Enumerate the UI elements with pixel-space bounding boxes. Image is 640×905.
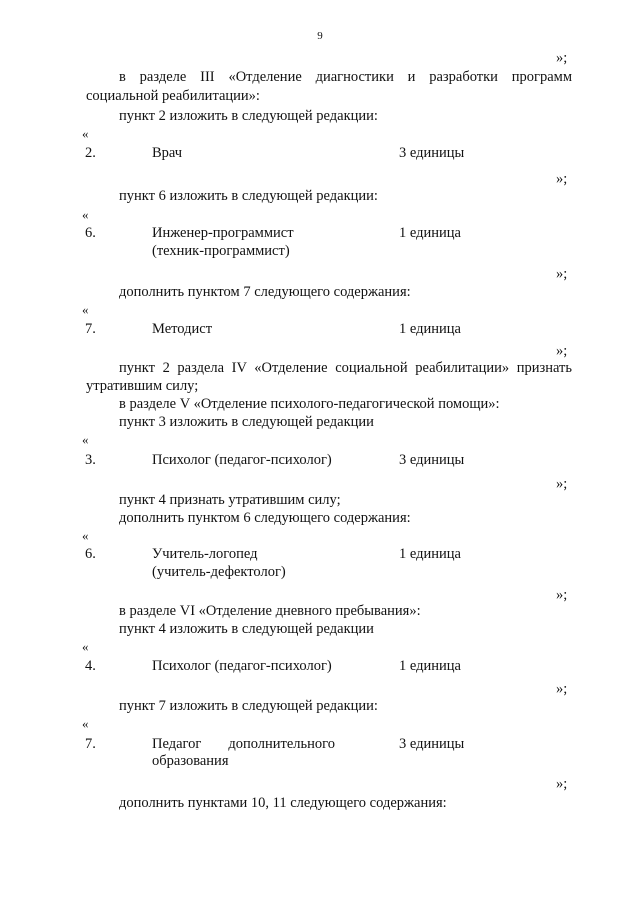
instruction-text: пункт 2 изложить в следующей редакции: — [119, 108, 378, 124]
item-position-continued: образования — [152, 753, 229, 769]
item-position-continued: (техник-программист) — [152, 243, 290, 259]
closing-quote-mark: »; — [556, 681, 568, 697]
item-number: 6. — [85, 546, 96, 562]
intro-line-1: в разделе III «Отделение диагностики и разработки программ — [119, 69, 572, 85]
intro-line-2: социальной реабилитации»: — [86, 88, 260, 104]
instruction-text: дополнить пунктами 10, 11 следующего содержания: — [119, 795, 447, 811]
closing-quote-mark: »; — [556, 50, 568, 66]
item-quantity: 3 единицы — [399, 736, 465, 752]
item-position: Учитель-логопед — [152, 546, 258, 562]
item-position: Педагог дополнительного — [152, 736, 335, 752]
item-number: 3. — [85, 452, 96, 468]
closing-quote-mark: »; — [556, 171, 568, 187]
instruction-text: пункт 4 изложить в следующей редакции — [119, 621, 374, 637]
item-position: Врач — [152, 145, 183, 161]
instruction-text: дополнить пунктом 7 следующего содержания: — [119, 284, 411, 300]
item-number: 7. — [85, 321, 96, 337]
closing-quote-mark: »; — [556, 587, 568, 603]
item-quantity: 1 единица — [399, 225, 461, 241]
item-number: 6. — [85, 225, 96, 241]
closing-quote-mark: »; — [556, 266, 568, 282]
item-quantity: 3 единицы — [399, 145, 465, 161]
item-position: Инженер-программист — [152, 225, 294, 241]
item-position: Психолог (педагог-психолог) — [152, 452, 332, 468]
opening-quote-mark: « — [82, 432, 89, 447]
closing-quote-mark: »; — [556, 476, 568, 492]
item-number: 4. — [85, 658, 96, 674]
opening-quote-mark: « — [82, 716, 89, 731]
item-position-continued: (учитель-дефектолог) — [152, 564, 286, 580]
opening-quote-mark: « — [82, 126, 89, 141]
section4-line-1: пункт 2 раздела IV «Отделение социальной реабилитации» признать — [119, 360, 572, 376]
section4-line-2: утратившим силу; — [86, 378, 199, 394]
opening-quote-mark: « — [82, 302, 89, 317]
opening-quote-mark: « — [82, 639, 89, 654]
instruction-text: пункт 7 изложить в следующей редакции: — [119, 698, 378, 714]
opening-quote-mark: « — [82, 528, 89, 543]
section6-heading: в разделе VI «Отделение дневного пребывания»: — [119, 603, 421, 619]
section5-heading: в разделе V «Отделение психолого-педагогической помощи»: — [119, 396, 500, 412]
opening-quote-mark: « — [82, 207, 89, 222]
item-position: Методист — [152, 321, 213, 337]
item-number: 2. — [85, 145, 96, 161]
closing-quote-mark: »; — [556, 776, 568, 792]
item-quantity: 1 единица — [399, 658, 461, 674]
instruction-text: дополнить пунктом 6 следующего содержания: — [119, 510, 411, 526]
instruction-text: пункт 6 изложить в следующей редакции: — [119, 188, 378, 204]
closing-quote-mark: »; — [556, 343, 568, 359]
item-quantity: 1 единица — [399, 546, 461, 562]
item-quantity: 3 единицы — [399, 452, 465, 468]
item-number: 7. — [85, 736, 96, 752]
page-number: 9 — [317, 30, 323, 42]
item-position: Психолог (педагог-психолог) — [152, 658, 332, 674]
instruction-text: пункт 3 изложить в следующей редакции — [119, 414, 374, 430]
item-quantity: 1 единица — [399, 321, 461, 337]
instruction-text: пункт 4 признать утратившим силу; — [119, 492, 341, 508]
